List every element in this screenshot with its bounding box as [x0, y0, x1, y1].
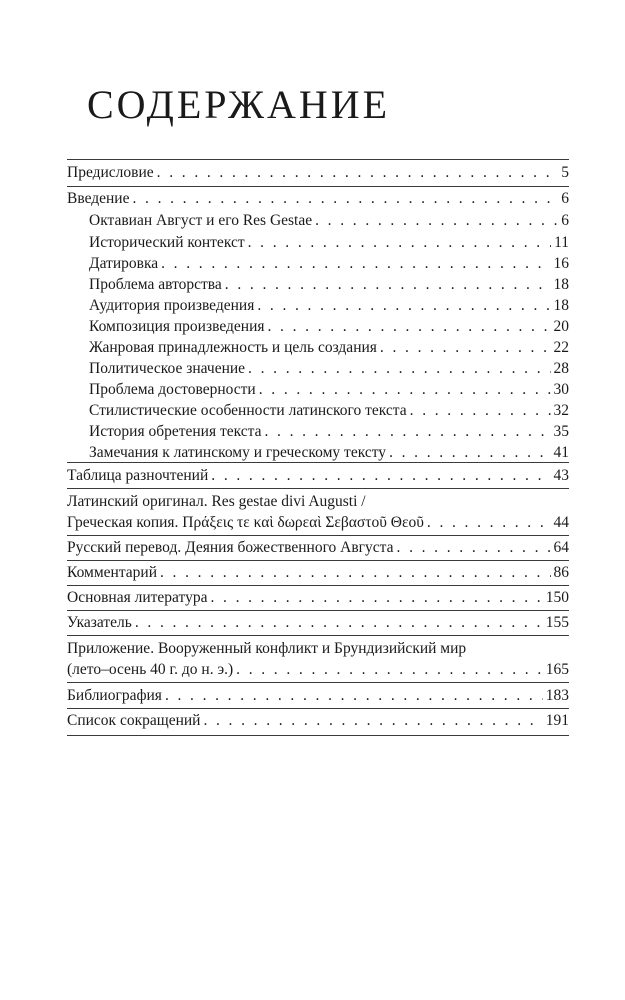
- dot-leader: [397, 537, 551, 559]
- toc-entry-title: Введение: [67, 190, 130, 207]
- dot-leader: [135, 612, 543, 634]
- dot-leader: [427, 512, 551, 534]
- dot-leader: [268, 316, 551, 338]
- dot-leader: [248, 232, 551, 254]
- toc-entry-page: 16: [553, 255, 569, 272]
- toc-entry-title: Датировка: [89, 255, 159, 272]
- toc-entry-page: 30: [553, 381, 569, 398]
- toc-subentry[interactable]: [89, 210, 569, 232]
- toc-entry-title: Композиция произведения: [89, 318, 265, 335]
- toc-entry-abbreviations[interactable]: [67, 710, 569, 732]
- divider: [67, 682, 569, 683]
- toc-entry-page: 150: [545, 589, 569, 606]
- dot-leader: [315, 210, 558, 232]
- toc-entry-title: Таблица разночтений: [67, 467, 209, 484]
- toc-entry-page: 44: [553, 514, 569, 531]
- toc-entry-page: 18: [553, 297, 569, 314]
- toc-subentry[interactable]: [89, 421, 569, 443]
- toc-subentry[interactable]: [89, 400, 569, 422]
- divider: [67, 610, 569, 611]
- dot-leader: [236, 659, 543, 681]
- toc-entry-page: 43: [553, 467, 569, 484]
- toc-entry-variants[interactable]: [67, 465, 569, 487]
- toc-entry-page: 11: [554, 234, 569, 251]
- toc-entry-page: 183: [545, 687, 569, 704]
- toc-entry-appendix[interactable]: [67, 659, 569, 681]
- dot-leader: [165, 685, 543, 707]
- toc-entry-title: Основная литература: [67, 589, 208, 606]
- dot-leader: [211, 465, 550, 487]
- toc-entry-title: Замечания к латинскому и греческому тексту: [89, 444, 387, 461]
- dot-leader: [210, 587, 542, 609]
- dot-leader: [259, 379, 551, 401]
- toc-entry-title: Русский перевод. Деяния божественного Августа: [67, 539, 394, 556]
- toc-subentry[interactable]: [89, 316, 569, 338]
- toc-entry-page: 191: [545, 712, 569, 729]
- toc-entry-latin-line1: Латинский оригинал. Res gestae divi Augusti /: [67, 493, 366, 510]
- dot-leader: [225, 274, 551, 296]
- toc-entry-title: Список сокращений: [67, 712, 201, 729]
- dot-leader: [161, 253, 550, 275]
- toc-entry-page: 155: [545, 614, 569, 631]
- toc-entry-page: 64: [553, 539, 569, 556]
- toc-subentry[interactable]: [89, 358, 569, 380]
- toc-entry-page: 41: [553, 444, 569, 461]
- divider: [67, 635, 569, 636]
- toc-entry-russian[interactable]: [67, 537, 569, 559]
- dot-leader: [248, 358, 550, 380]
- toc-entry-page: 6: [561, 212, 569, 229]
- toc-subentry[interactable]: [89, 253, 569, 275]
- toc-subentry[interactable]: [89, 232, 569, 254]
- toc-entry-latin[interactable]: [67, 512, 569, 534]
- dot-leader: [157, 162, 559, 184]
- toc-subentry[interactable]: [89, 274, 569, 296]
- toc-entry-index[interactable]: [67, 612, 569, 634]
- toc-entry-page: 22: [553, 339, 569, 356]
- dot-leader: [264, 421, 550, 443]
- toc-subentry[interactable]: [89, 337, 569, 359]
- divider: [67, 735, 569, 736]
- toc-entry-page: 86: [553, 564, 569, 581]
- divider: [67, 560, 569, 561]
- toc-entry-title: (лето–осень 40 г. до н. э.): [67, 661, 234, 678]
- toc-entry-title: Комментарий: [67, 564, 157, 581]
- toc-entry-title: Проблема авторства: [89, 276, 222, 293]
- dot-leader: [257, 295, 550, 317]
- toc-entry-title: Стилистические особенности латинского текста: [89, 402, 407, 419]
- toc-entry-title: Библиография: [67, 687, 162, 704]
- toc-entry-page: 32: [553, 402, 569, 419]
- toc-entry-intro[interactable]: [67, 188, 569, 210]
- divider: [67, 585, 569, 586]
- toc-entry-title: Жанровая принадлежность и цель создания: [89, 339, 377, 356]
- divider: [67, 488, 569, 489]
- dot-leader: [389, 442, 550, 464]
- toc-subentry[interactable]: [89, 442, 569, 464]
- dot-leader: [160, 562, 551, 584]
- toc-entry-page: 35: [553, 423, 569, 440]
- toc-entry-title: Предисловие: [67, 164, 154, 181]
- toc-entry-title: Политическое значение: [89, 360, 246, 377]
- toc-entry-page: 6: [561, 190, 569, 207]
- dot-leader: [132, 188, 558, 210]
- toc-entry-title: Греческая копия. Πράξεις τε καὶ δωρεαὶ Σεβαστοῦ Θεοῦ: [67, 514, 424, 531]
- divider: [67, 159, 569, 160]
- toc-entry-title: Октавиан Август и его Res Gestae: [89, 212, 313, 229]
- toc-subentry[interactable]: [89, 295, 569, 317]
- toc-entry-title: Проблема достоверности: [89, 381, 256, 398]
- toc-entry-title: Аудитория произведения: [89, 297, 255, 314]
- divider: [67, 462, 569, 463]
- toc-entry-title: Исторический контекст: [89, 234, 245, 251]
- toc-entry-page: 165: [545, 661, 569, 678]
- toc-entry-preface[interactable]: [67, 162, 569, 184]
- divider: [67, 535, 569, 536]
- toc-entry-page: 18: [553, 276, 569, 293]
- page-title: СОДЕРЖАНИЕ: [87, 82, 391, 127]
- toc-entry-appendix-line1: Приложение. Вооруженный конфликт и Брундизийский мир: [67, 640, 467, 657]
- toc-subentry[interactable]: [89, 379, 569, 401]
- dot-leader: [203, 710, 542, 732]
- toc-entry-page: 20: [553, 318, 569, 335]
- toc-entry-literature[interactable]: [67, 587, 569, 609]
- dot-leader: [410, 400, 551, 422]
- toc-entry-title: История обретения текста: [89, 423, 262, 440]
- divider: [67, 708, 569, 709]
- toc-entry-bibliography[interactable]: [67, 685, 569, 707]
- toc-entry-title: Указатель: [67, 614, 132, 631]
- dot-leader: [380, 337, 551, 359]
- toc-entry-page: 28: [553, 360, 569, 377]
- toc-entry-page: 5: [561, 164, 569, 181]
- divider: [67, 186, 569, 187]
- toc-entry-commentary[interactable]: [67, 562, 569, 584]
